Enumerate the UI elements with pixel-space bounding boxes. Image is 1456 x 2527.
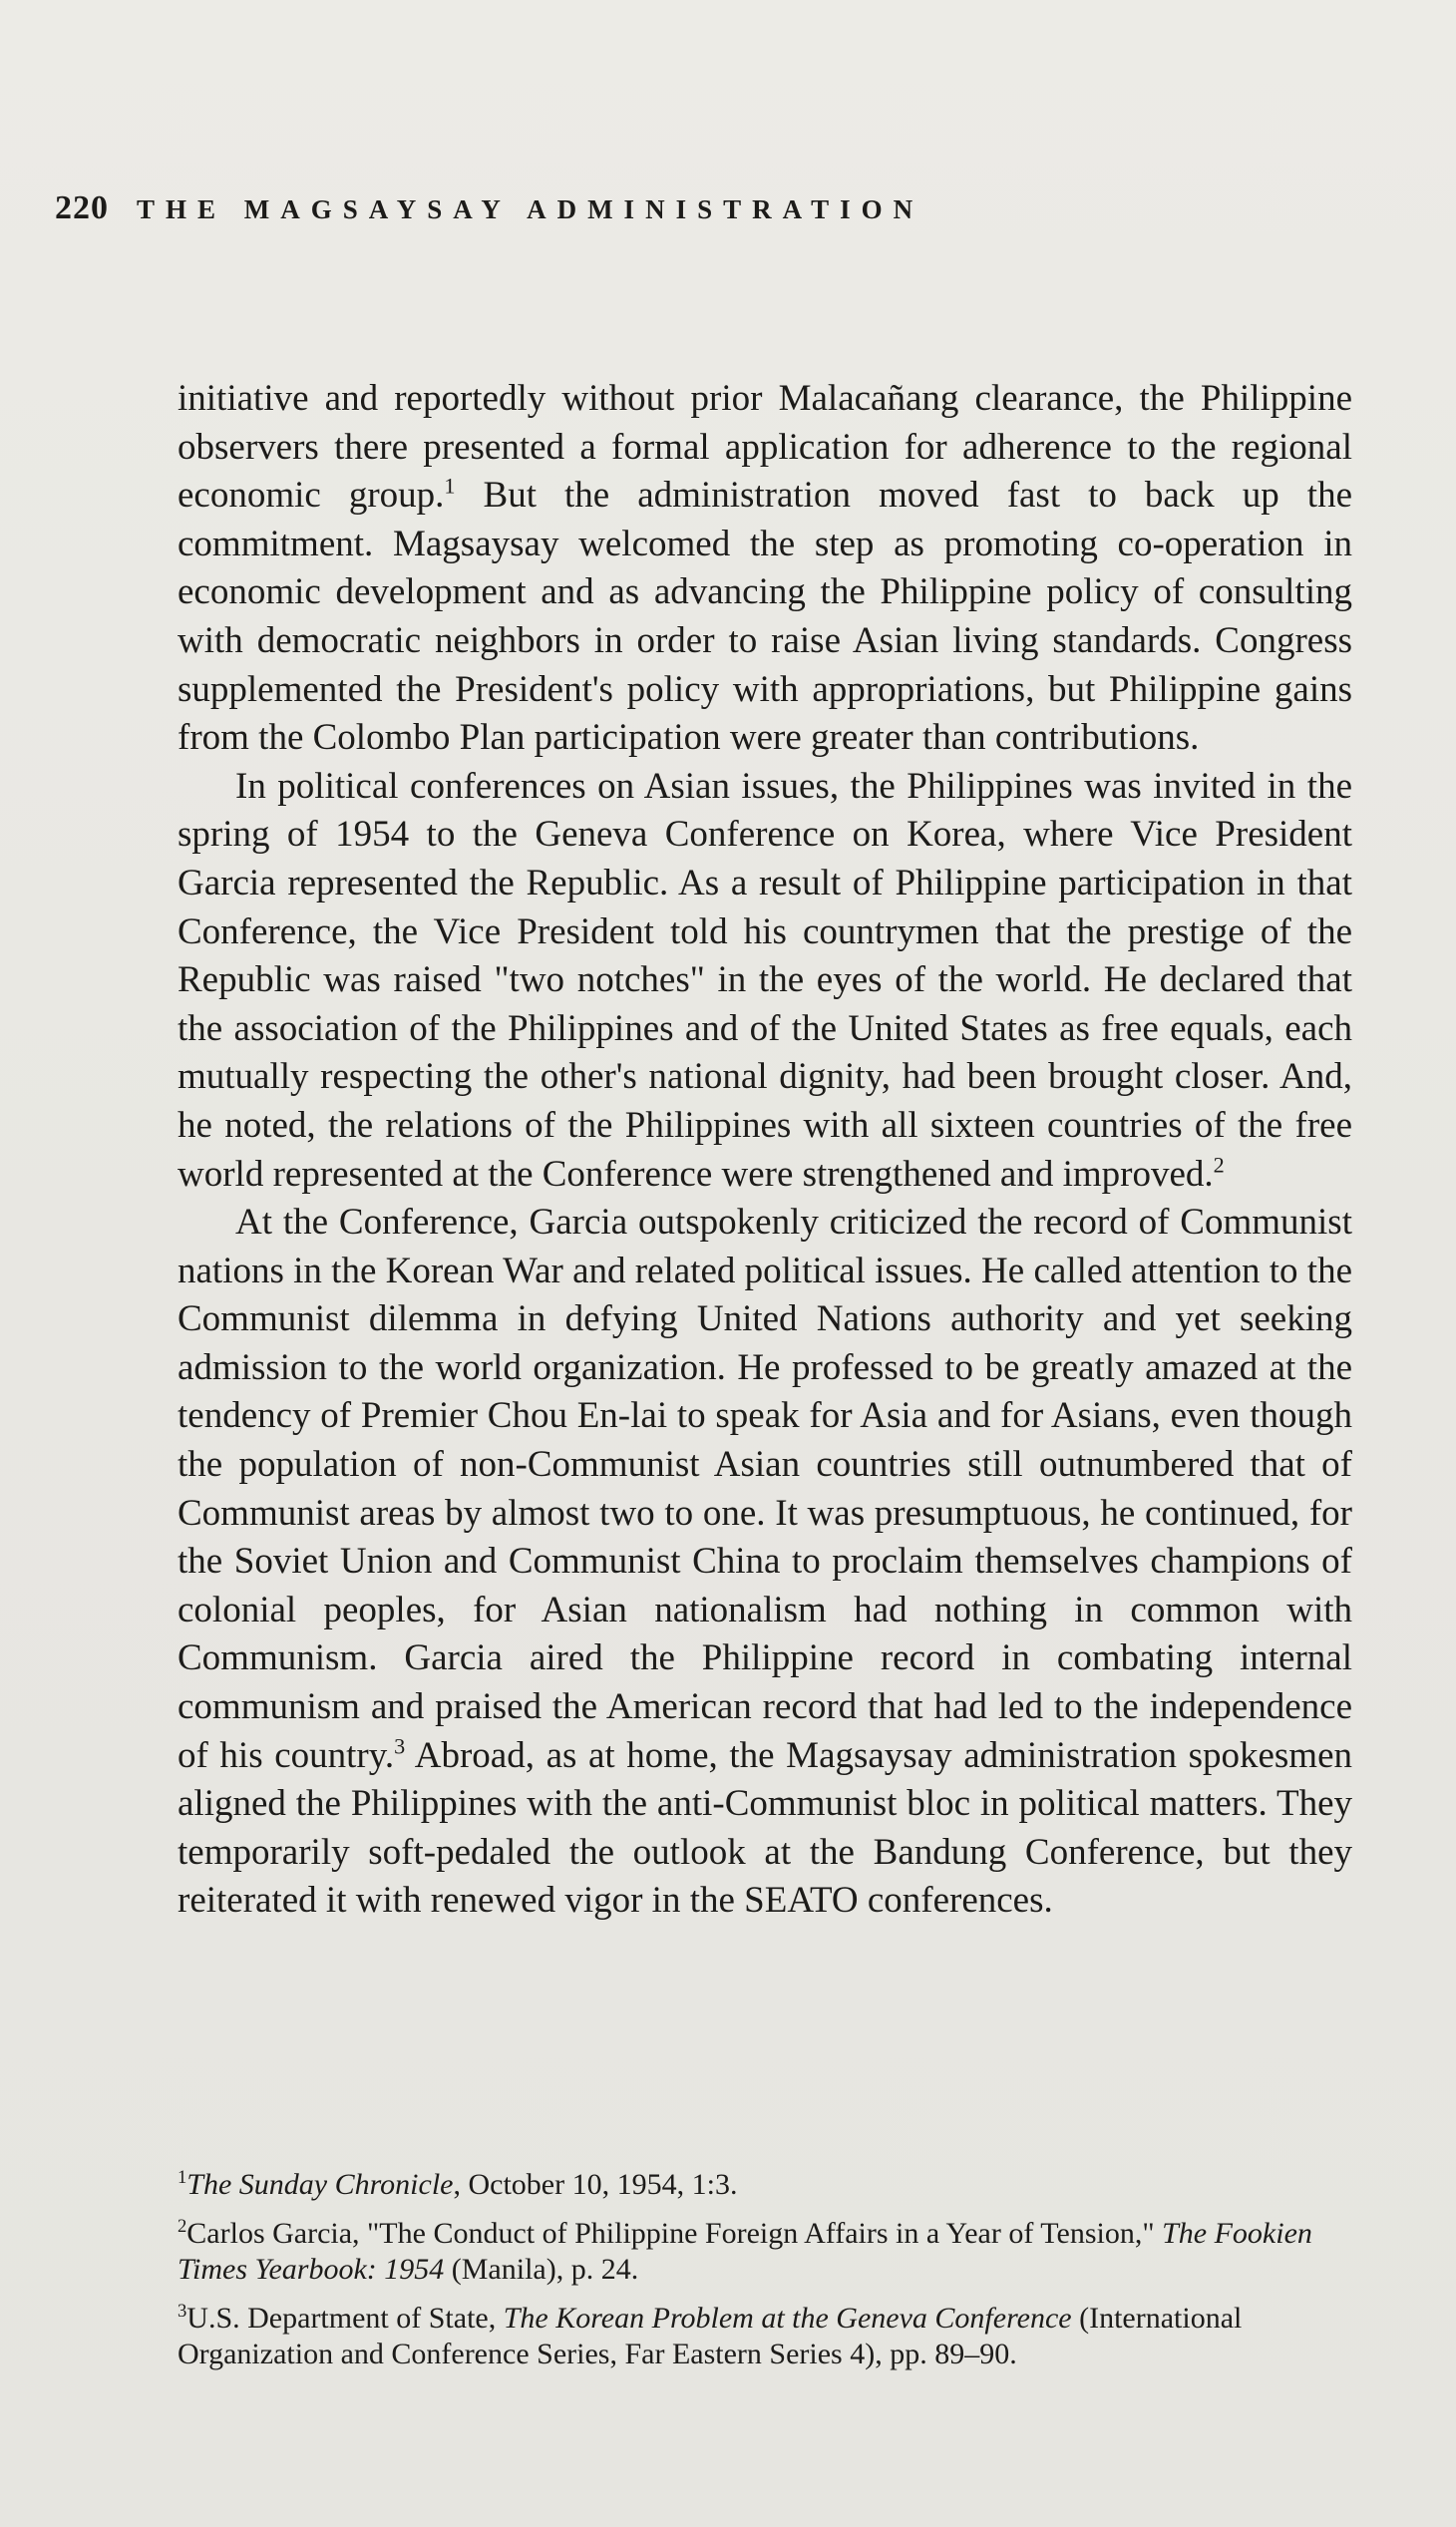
footnote-text: (Manila), p. 24. xyxy=(444,2253,639,2286)
footnote-text: , October 10, 1954, 1:3. xyxy=(453,2168,738,2201)
running-head xyxy=(55,189,923,227)
page-number: 220 xyxy=(55,189,109,226)
footnote-title: The Sunday Chronicle xyxy=(186,2168,454,2201)
footnote xyxy=(178,2216,1352,2288)
footnote-text: U.S. Department of State, xyxy=(186,2302,504,2335)
footnote-text: Carlos Garcia, "The Conduct of Philippine Foreign Affairs in a Year of Tension," xyxy=(186,2217,1163,2250)
paragraph-text: Abroad, as at home, the Magsaysay administration spokesmen aligned the Philippines with the anti-Communist bloc in political matters. They temporarily soft-pedaled the outlook at the Bandung Conference, but they reiterated it with renewed vigor in the SEATO conferences. xyxy=(178,1734,1353,1922)
footnote-marker: 2 xyxy=(1213,1152,1225,1178)
footnote xyxy=(178,2301,1352,2372)
body-text xyxy=(178,375,1352,1926)
footnote-number: 3 xyxy=(178,2301,187,2322)
paragraph-text: In political conferences on Asian issues, the Philippines was invited in the spring of 1954 to the Geneva Conference on Korea, where Vice President Garcia represented the Republic. As a result of Philippine participation in that Conference, the Vice President told his countrymen that the prestige of the Republic was raised "two notches" in the eyes of the world. He declared that the association of the Philippines and of the United States as free equals, each mutually respecting the other's national dignity, had been brought closer. And, he noted, the relations of the Philippines with all sixteen countries of the free world represented at the Conference were strengthened and improved. xyxy=(178,765,1352,1195)
footnote-text: (International Organization and Conference Series, Far Eastern Series 4), pp. 89–90. xyxy=(178,2302,1243,2370)
paragraph-text: At the Conference, Garcia outspokenly criticized the record of Communist nations in the Korean War and related political issues. He called attention to the Communist dilemma in defying United Nations authority and yet seeking admission to the world organization. He professed to be greatly amazed at the tendency of Premier Chou En-lai to speak for Asia and for Asians, even though the population of non-Communist Asian countries still outnumbered that of Communist areas by almost two to one. It was presumptuous, he continued, for the Soviet Union and Communist China to proclaim themselves champions of colonial peoples, for Asian nationalism had nothing in common with Communism. Garcia aired the Philippine record in combating internal communism and praised the American record that had led to the independence of his country. xyxy=(178,1202,1352,1776)
footnote-number: 2 xyxy=(178,2216,187,2237)
footnote-title: The Fookien Times Yearbook: 1954 xyxy=(178,2217,1312,2286)
footnote-marker: 3 xyxy=(394,1733,406,1759)
footnotes xyxy=(178,2167,1352,2385)
paragraph xyxy=(178,375,1352,763)
footnote-number: 1 xyxy=(178,2167,187,2188)
paragraph xyxy=(178,763,1352,1199)
paragraph-text: But the administration moved fast to back up the commitment. Magsaysay welcomed the step as promoting co-operation in economic development and as advancing the Philippine policy of consulting with democratic neighbors in order to raise Asian living standards. Congress supplemented the President's policy with appropriations, but Philippine gains from the Colombo Plan participation were greater than contributions. xyxy=(178,475,1352,759)
footnote xyxy=(178,2167,1352,2203)
running-title: THE MAGSAYSAY ADMINISTRATION xyxy=(137,194,924,224)
paragraph xyxy=(178,1199,1352,1926)
paragraph-text: initiative and reportedly without prior Malacañang clearance, the Philippine observers there presented a formal application for adherence to the regional economic group. xyxy=(178,378,1352,517)
footnote-marker: 1 xyxy=(444,473,456,499)
footnote-title: The Korean Problem at the Geneva Conference xyxy=(503,2302,1072,2335)
